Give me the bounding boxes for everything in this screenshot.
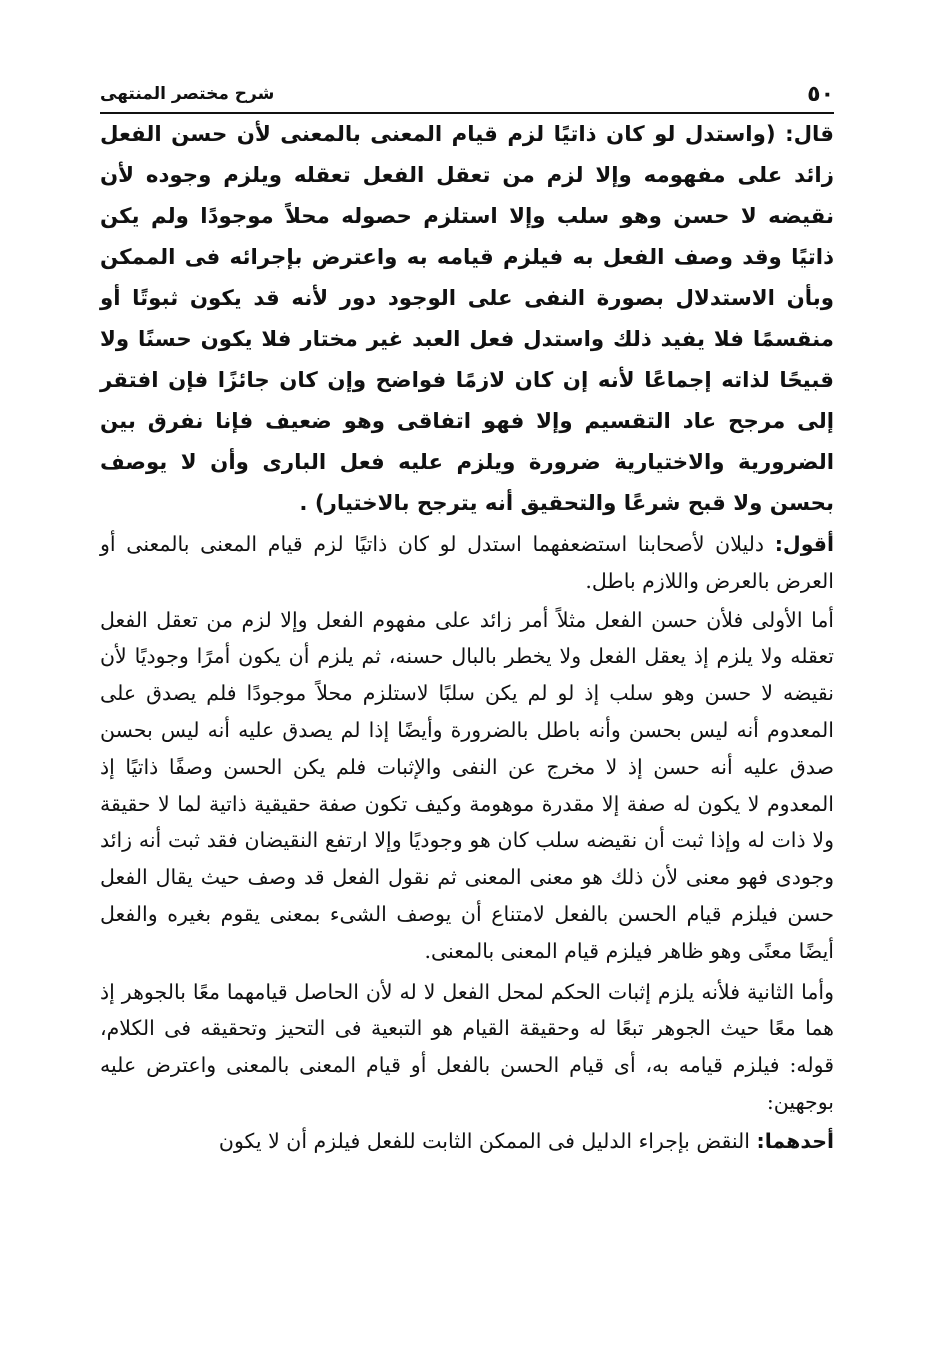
quoted-text-paragraph xyxy=(100,114,834,524)
aqulu-body: دليلان لأصحابنا استضعفهما استدل لو كان ذاتيًا لزم قيام المعنى بالمعنى أو العرض بالعرض واللازم باطل. xyxy=(100,532,834,593)
ahaduhuma-body: النقض بإجراء الدليل فى الممكن الثابت للفعل فيلزم أن لا يكون xyxy=(218,1128,757,1153)
quote-body: (واستدل لو كان ذاتيًا لزم قيام المعنى بالمعنى لأن حسن الفعل زائد على مفهومه وإلا لزم من تعقل الفعل تعقله ويلزم وجوده لأن نقيضه لا حسن وهو سلب وإلا استلزم حصوله محلاً موجودًا ولم يكن ذاتيًا وقد وصف الفعل به فيلزم قيامه به واعترض بإجرائه فى الممكن وبأن الاستدلال بصورة النفى على الوجود دور لأنه قد يكون ثبوتًا أو منقسمًا فلا يفيد ذلك واستدل فعل العبد غير مختار فلا يكون حسنًا ولا قبيحًا لذاته إجماعًا لأنه إن كان لازمًا فواضح وإن كان جائزًا فإن افتقر إلى مرجح عاد التقسيم وإلا فهو اتفاقى وهو ضعيف فإنا نفرق بين الضرورية والاختيارية ضرورة ويلزم عليه فعل البارى وأن لا يوصف بحسن ولا قبح شرعًا والتحقيق أنه يترجح بالاختيار) . xyxy=(100,122,834,516)
running-header xyxy=(100,78,834,114)
ahaduhuma-lead: أحدهما: xyxy=(756,1128,834,1153)
second-argument-paragraph: وأما الثانية فلأنه يلزم إثبات الحكم لمحل الفعل لا له لأن الحاصل قيامهما معًا بالجوهر إذ هما معًا حيث الجوهر تبعًا له وحقيقة القيام هو التبعية فى التحيز وتحقيقه فى الكلام، قوله: فيلزم قيامه به، أى قيام الحسن بالفعل أو قيام المعنى بالمعنى واعترض عليه بوجهين: xyxy=(100,979,834,1114)
first-objection-paragraph xyxy=(100,1123,834,1160)
page-number: ٥٠ xyxy=(807,82,834,107)
aqulu-lead: أقول: xyxy=(774,532,834,556)
quote-lead: قال: xyxy=(785,122,834,147)
commentary-intro-paragraph xyxy=(100,526,834,600)
book-title: شرح مختصر المنتهى xyxy=(100,84,275,104)
first-argument-paragraph: أما الأولى فلأن حسن الفعل مثلاً أمر زائد على مفهوم الفعل وإلا لزم من تعقل الفعل تعقله ولا يلزم إذ يعقل الفعل ولا يخطر بالبال حسنه، ثم يلزم أن يكون أمرًا وجوديًا لأن نقيضه لا حسن وهو سلب إذ لو لم يكن سلبًا لاستلزم محلاً موجودًا فلم يصدق على المعدوم أنه ليس بحسن وأنه باطل بالضرورة وأيضًا إذا لم يصدق عليه أنه ليس بحسن صدق عليه أنه حسن إذ لا مخرج عن النفى والإثبات فلم يكن الحسن وصفًا ذاتيًا إذ المعدوم لا يكون له صفة إلا مقدرة موهومة وكيف تكون صفة حقيقية ذاتية لما لا حقيقة ولا ذات له وإذا ثبت أن نقيضه سلب كان هو وجوديًا وإلا ارتفع النقيضان فقد ثبت أنه زائد وجودى فهو معنى لأن ذلك هو معنى المعنى ثم نقول الفعل قد وصف حيث يقال الفعل حسن فيلزم قيام الحسن بالفعل لامتناع أن يوصف الشىء بمعنى يقوم بغيره والفعل أيضًا معنًى وهو ظاهر فيلزم قيام المعنى بالمعنى. xyxy=(100,607,834,963)
book-page xyxy=(100,78,834,1160)
